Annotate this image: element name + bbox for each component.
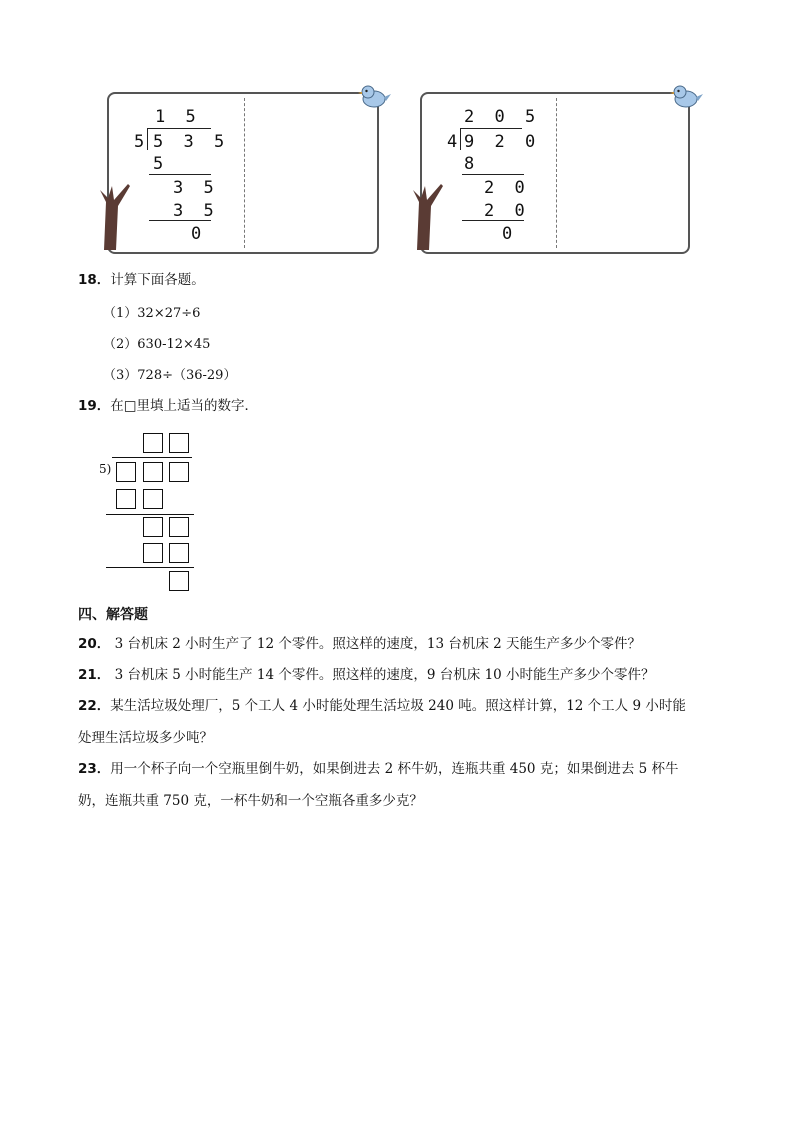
final-remainder: 0: [502, 224, 518, 244]
question-23: [78, 757, 714, 814]
dividend-box[interactable]: [143, 462, 163, 482]
q18-item-1: （1）32×27÷6: [103, 306, 201, 321]
bird-icon: [358, 84, 392, 110]
question-text-line-2: 处理生活垃圾多少吨？: [78, 729, 213, 746]
dividend-box[interactable]: [116, 462, 136, 482]
q18-item-2: （2）630-12×45: [103, 337, 211, 352]
divisor: 5: [134, 132, 150, 152]
product-box[interactable]: [169, 543, 189, 563]
step-line-2: [462, 220, 524, 221]
q18-item-3: （3）728÷（36-29）: [103, 368, 237, 383]
step-product-2: 2 0: [484, 201, 530, 221]
divisor: 5): [99, 462, 112, 476]
quotient-box[interactable]: [169, 433, 189, 453]
question-text-line-2: 奶，连瓶共重 750 克，一杯牛奶和一个空瓶各重多少克？: [78, 792, 423, 809]
product-box[interactable]: [143, 543, 163, 563]
question-text-line-1: 某生活垃圾处理厂，5 个工人 4 小时能处理生活垃圾 240 吨。照这样计算，12 个工人 9 小时能: [110, 698, 686, 714]
step-remainder-1: 3 5: [173, 178, 219, 198]
step-line-1: [462, 174, 524, 175]
remainder-box[interactable]: [143, 517, 163, 537]
board-divider: [244, 98, 245, 248]
board-divider: [556, 98, 557, 248]
step-line-1: [149, 174, 211, 175]
division-board-2: [420, 92, 690, 254]
dividend: 9 2 0: [464, 132, 541, 152]
dividend: 5 3 5: [153, 132, 230, 152]
division-bar: [147, 128, 211, 129]
question-text: 3 台机床 2 小时生产了 12 个零件。照这样的速度，13 台机床 2 天能生产多少个零件？: [110, 636, 642, 652]
question-number: 22．: [78, 698, 111, 714]
question-text: 计算下面各题。: [110, 272, 205, 288]
product-box[interactable]: [143, 489, 163, 509]
step-line: [106, 514, 194, 515]
divisor: 4: [447, 132, 463, 152]
step-line: [106, 567, 194, 568]
question-18: [78, 268, 205, 294]
question-21: [78, 663, 655, 689]
question-20: [78, 632, 641, 658]
question-number: 18．: [78, 272, 111, 288]
question-text: 3 台机床 5 小时能生产 14 个零件。照这样的速度，9 台机床 10 小时能生产多少个零件？: [110, 667, 655, 683]
question-number: 20．: [78, 636, 111, 652]
remainder-box[interactable]: [169, 517, 189, 537]
final-remainder-box[interactable]: [169, 571, 189, 591]
question-number: 23．: [78, 761, 111, 777]
step-line-2: [149, 220, 211, 221]
step-remainder-1: 2 0: [484, 178, 530, 198]
dividend-box[interactable]: [169, 462, 189, 482]
division-board-1: [107, 92, 379, 254]
question-text: 在□里填上适当的数字．: [110, 398, 259, 414]
bird-icon: [670, 84, 704, 110]
tree-trunk-icon: [96, 182, 136, 252]
question-number: 19．: [78, 398, 111, 414]
question-22: [78, 694, 714, 751]
product-box[interactable]: [116, 489, 136, 509]
quotient: 1 5: [155, 107, 201, 127]
final-remainder: 0: [191, 224, 207, 244]
quotient-box[interactable]: [143, 433, 163, 453]
step-product-2: 3 5: [173, 201, 219, 221]
question-19: [78, 394, 258, 420]
step-product-1: 8: [464, 154, 480, 174]
step-product-1: 5: [153, 154, 169, 174]
division-bar: [112, 457, 192, 458]
quotient: 2 0 5: [464, 107, 541, 127]
section-heading: 四、解答题: [78, 607, 148, 623]
tree-trunk-icon: [409, 182, 449, 252]
division-bar: [460, 128, 522, 129]
question-text-line-1: 用一个杯子向一个空瓶里倒牛奶，如果倒进去 2 杯牛奶，连瓶共重 450 克；如果倒进去 5 杯牛: [110, 761, 679, 777]
question-number: 21．: [78, 667, 111, 683]
